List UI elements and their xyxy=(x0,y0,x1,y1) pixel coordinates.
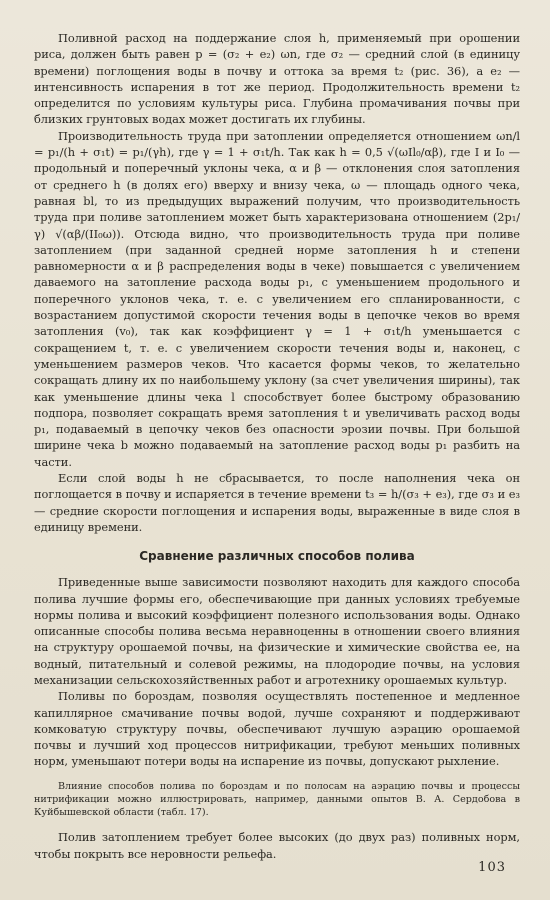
paragraph-flooding: Полив затоплением требует более высоких (до двух раз) поливных норм, чтобы покрыть все неровности рельефа. xyxy=(34,830,520,861)
page-number: 103 xyxy=(478,860,506,875)
paragraph-irrigation-rate: Поливной расход на поддержание слоя h, применяемый при орошении риса, должен быть равен p = (σ₂ + e₂) ωn, где σ₂ — средний слой (в единицу времени) поглощения воды в почву и оттока за время t₂ (рис. 36), а e₂ — интенсивность испарения в тот же период. Продолжительность времени t₂ определится по условиям культуры риса. Глубина промачивания почвы при близких грунтовых водах может достигать их глубины. xyxy=(34,31,520,127)
paragraph-water-layer: Если слой воды h не сбрасывается, то после наполнения чека он поглощается в почву и испаряется в течение времени t₃ = h/(σ₃ + e₃), где σ₃ и e₃ — средние скорости поглощения и испарения воды, выраженные в виде слоя в единицу времени. xyxy=(34,471,520,534)
small-print-note: Влияние способов полива по бороздам и по полосам на аэрацию почвы и процессы нитрификации можно иллюстрировать, например, данными опытов В. А. Сердобова в Куйбышевской области (табл. 17). xyxy=(34,780,520,819)
section-heading: Сравнение различных способов полива xyxy=(139,549,415,564)
paragraph-comparison: Приведенные выше зависимости позволяют находить для каждого способа полива лучшие формы его, обеспечивающие при данных условиях требуемые нормы полива и высокий коэффициент полезного использования воды. Однако описанные способы полива весьма неравноценны в отношении своего влияния на структуру орошаемой почвы, на физические и химические свойства ее, на водный, питательный и солевой режимы, на плодородие почвы, на условия механизации сельскохозяйственных работ и агротехнику орошаемых культур. xyxy=(34,575,520,687)
paragraph-labor-productivity: Производительность труда при затоплении определяется отношением ωn/l = p₁/(h + σ₁t) = p₁/(γh), где γ = 1 + σ₁t/h. Так как h = 0,5 √(ωIl₀/αβ), где I и I₀ — продольный и поперечный уклоны чека, α и β — отклонения слоя затопления от среднего h (в долях его) вверху и внизу чека, ω — площадь одного чека, равная bl, то из предыдущих выражений получим, что производительность труда при поливе затоплением может быть характеризована отношением (2p₁/γ) √(αβ/(II₀ω)). Отсюда видно, что производительность труда при поливе затоплением (при заданной средней норме затопления h и степени равномерности α и β распределения воды в чеке) повышается с увеличением даваемого на затопление расхода воды p₁, с уменьшением продольного и поперечного уклонов чека, т. е. с увеличением его спланированности, с возрастанием допустимой скорости течения воды в цепочке чеков во время затопления (v₀), так как коэффициент γ = 1 + σ₁t/h уменьшается с сокращением t, т. е. с увеличением скорости течения воды и, наконец, с уменьшением размеров чеков. Что касается формы чеков, то желательно сокращать длину их по наибольшему уклону (за счет увеличения ширины), так как уменьшение длины чека l способствует более быстрому образованию подпора, позволяет сокращать время затопления t и увеличивать расход воды p₁, подаваемый в цепочку чеков без опасности эрозии почвы. При большой ширине чека b можно подаваемый на затопление расход воды p₁ разбить на части. xyxy=(34,128,520,469)
paragraph-furrow-irrigation: Поливы по бороздам, позволяя осуществлять постепенное и медленное капиллярное смачивание почвы водой, лучше сохраняют и поддерживают комковатую структуру почвы, обеспечивают лучшую аэрацию орошаемой почвы и лучший ход процессов нитрификации, требуют меньших поливных норм, уменьшают потери воды на испарение из почвы, допускают рыхление. xyxy=(34,689,520,769)
